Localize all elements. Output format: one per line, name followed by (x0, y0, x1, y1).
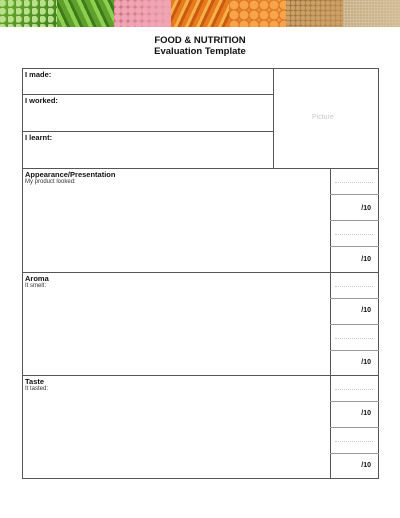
appearance-score-1: /10 (361, 205, 371, 212)
page-title: FOOD & NUTRITION (154, 35, 246, 46)
taste-score-line-2 (335, 441, 373, 442)
food-banner (0, 0, 400, 27)
taste-score-divider-2 (330, 427, 379, 428)
learnt-field[interactable] (22, 131, 274, 169)
aroma-score-1: /10 (361, 307, 371, 314)
appearance-score-divider (330, 194, 379, 195)
appearance-score-divider-3 (330, 246, 379, 247)
aroma-score-divider-2 (330, 324, 379, 325)
carrots-photo (171, 0, 228, 27)
made-field[interactable] (22, 68, 274, 95)
taste-score-divider-3 (330, 453, 379, 454)
appearance-score-2: /10 (361, 256, 371, 263)
aroma-score-2: /10 (361, 359, 371, 366)
beans-photo (57, 0, 114, 27)
oranges-photo (229, 0, 286, 27)
picture-placeholder: Picture (312, 114, 334, 121)
taste-score-divider (330, 401, 379, 402)
taste-prompt: It tasted: (25, 386, 49, 392)
made-label: I made: (25, 70, 52, 79)
taste-section[interactable] (22, 375, 331, 479)
nuts-photo (286, 0, 343, 27)
taste-score-1: /10 (361, 410, 371, 417)
appearance-prompt: My product looked: (25, 179, 76, 185)
meat-photo (114, 0, 171, 27)
aroma-score-divider-3 (330, 350, 379, 351)
appearance-title: Appearance/Presentation (25, 170, 116, 179)
aroma-score-line-2 (335, 338, 373, 339)
taste-score-line-1 (335, 389, 373, 390)
appearance-score-line-1 (335, 182, 373, 183)
appearance-score-divider-2 (330, 220, 379, 221)
aroma-prompt: It smelt: (25, 283, 47, 289)
taste-score-2: /10 (361, 462, 371, 469)
taste-title: Taste (25, 377, 45, 386)
page-subtitle: Evaluation Template (154, 46, 246, 57)
peas-photo (0, 0, 57, 27)
learnt-label: I learnt: (25, 133, 53, 142)
worked-field[interactable] (22, 94, 274, 132)
aroma-score-line-1 (335, 286, 373, 287)
appearance-score-line-2 (335, 234, 373, 235)
worked-label: I worked: (25, 96, 58, 105)
aroma-title: Aroma (25, 274, 49, 283)
aroma-score-divider (330, 298, 379, 299)
aroma-section[interactable] (22, 272, 331, 376)
grains-photo (343, 0, 400, 27)
